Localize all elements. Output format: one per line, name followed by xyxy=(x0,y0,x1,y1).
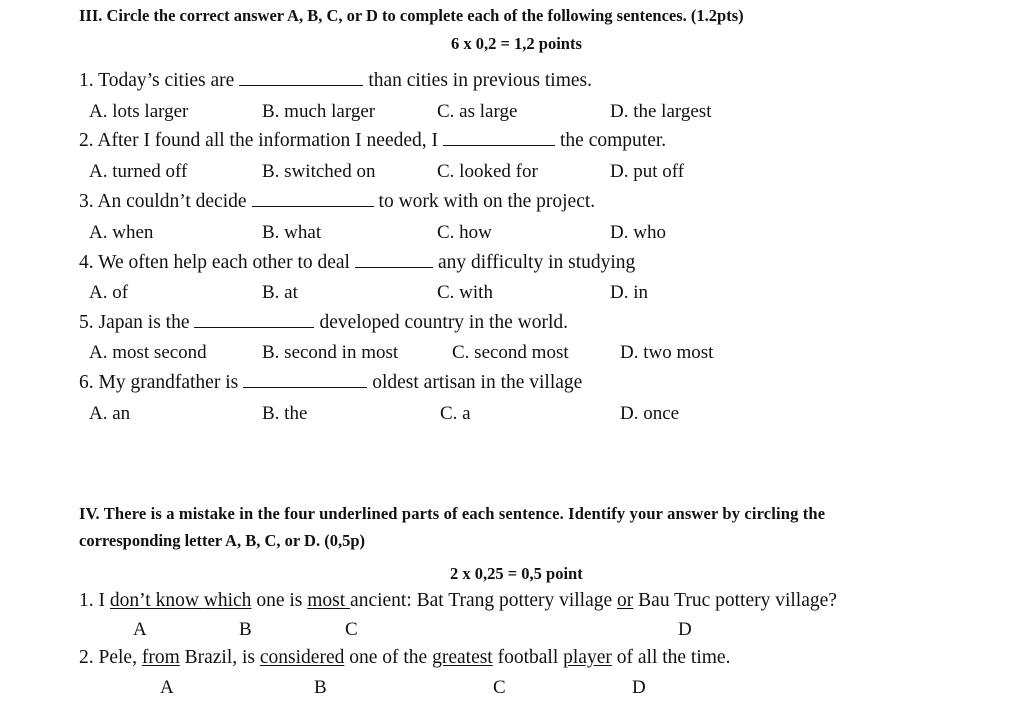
question-1-text-end: than cities in previous times. xyxy=(368,70,592,91)
question-6 xyxy=(79,372,582,394)
letter-2b[interactable]: B xyxy=(314,677,327,698)
answer-blank xyxy=(243,386,367,388)
letter-1b[interactable]: B xyxy=(239,619,252,640)
letter-2d[interactable]: D xyxy=(632,677,646,698)
letter-2a[interactable]: A xyxy=(160,677,174,698)
option-5c[interactable]: C. second most xyxy=(452,342,569,363)
option-1c[interactable]: C. as large xyxy=(437,101,518,122)
underlined-part-d: player xyxy=(563,647,612,668)
section-4-title-line-2: corresponding letter A, B, C, or D. (0,5p) xyxy=(79,531,365,550)
sentence-text: Bau Truc pottery village? xyxy=(633,590,837,611)
option-3b[interactable]: B. what xyxy=(262,222,322,243)
underlined-part-a: from xyxy=(141,647,180,668)
sentence-text: football xyxy=(492,647,564,668)
question-4-text: 4. We often help each other to deal xyxy=(79,252,350,273)
question-3-text: 3. An couldn’t decide xyxy=(79,191,247,212)
letter-2c[interactable]: C xyxy=(493,677,506,698)
section-3-points: 6 x 0,2 = 1,2 points xyxy=(451,34,582,53)
option-3d[interactable]: D. who xyxy=(610,222,666,243)
sentence-text: Brazil, is xyxy=(179,647,260,668)
question-5-text: 5. Japan is the xyxy=(79,312,190,333)
option-6d[interactable]: D. once xyxy=(620,403,680,424)
question-3 xyxy=(79,191,595,213)
error-question-2 xyxy=(79,647,730,669)
question-2-text: 2. After I found all the information I needed, I xyxy=(79,130,439,151)
option-1b[interactable]: B. much larger xyxy=(262,101,376,122)
section-4-points: 2 x 0,25 = 0,5 point xyxy=(450,564,583,583)
question-3-text-end: to work with on the project. xyxy=(378,191,596,212)
underlined-part-b: considered xyxy=(259,647,345,668)
sentence-text: of all the time. xyxy=(611,647,731,668)
answer-blank xyxy=(252,205,374,207)
question-4 xyxy=(79,252,635,274)
section-4-title-line-1: IV. There is a mistake in the four underlined parts of each sentence. Identify your answer by circling the xyxy=(79,504,826,523)
sentence-text: ancient: Bat Trang pottery village xyxy=(350,590,618,611)
letter-1c[interactable]: C xyxy=(345,619,358,640)
underlined-part-c: greatest xyxy=(432,647,493,668)
question-6-text: 6. My grandfather is xyxy=(79,372,239,393)
letter-1a[interactable]: A xyxy=(133,619,147,640)
error-question-1 xyxy=(79,590,837,612)
part-a-text: don’t xyxy=(109,590,156,611)
letter-1d[interactable]: D xyxy=(678,619,692,640)
option-4c[interactable]: C. with xyxy=(437,282,493,303)
sentence-text: one of the xyxy=(344,647,433,668)
underlined-part-b: which xyxy=(203,590,252,611)
question-1 xyxy=(79,70,592,92)
option-3c[interactable]: C. how xyxy=(437,222,492,243)
option-6c[interactable]: C. a xyxy=(440,403,471,424)
option-5a[interactable]: A. most second xyxy=(89,342,207,363)
option-4d[interactable]: D. in xyxy=(610,282,648,303)
question-1-text: 1. Today’s cities are xyxy=(79,70,235,91)
underlined-part-c: most xyxy=(307,590,351,611)
question-5-text-end: developed country in the world. xyxy=(319,312,569,333)
part-a-text-cont: know xyxy=(155,590,204,611)
option-5d[interactable]: D. two most xyxy=(620,342,714,363)
underlined-part-d: or xyxy=(617,590,634,611)
option-6a[interactable]: A. an xyxy=(89,403,131,424)
answer-blank xyxy=(239,84,363,86)
question-5 xyxy=(79,312,568,334)
option-1d[interactable]: D. the largest xyxy=(610,101,712,122)
underlined-part-a xyxy=(110,590,204,611)
option-2d[interactable]: D. put off xyxy=(610,161,685,182)
option-6b[interactable]: B. the xyxy=(262,403,308,424)
sentence-text: one is xyxy=(251,590,308,611)
question-6-text-end: oldest artisan in the village xyxy=(372,372,583,393)
option-3a[interactable]: A. when xyxy=(89,222,154,243)
option-5b[interactable]: B. second in most xyxy=(262,342,399,363)
answer-blank xyxy=(194,326,314,328)
question-2-text-end: the computer. xyxy=(560,130,667,151)
answer-blank xyxy=(355,266,433,268)
option-2b[interactable]: B. switched on xyxy=(262,161,376,182)
option-4a[interactable]: A. of xyxy=(89,282,129,303)
option-2c[interactable]: C. looked for xyxy=(437,161,538,182)
option-1a[interactable]: A. lots larger xyxy=(89,101,189,122)
question-4-text-end: any difficulty in studying xyxy=(437,252,636,273)
sentence-text: 1. I xyxy=(79,590,110,611)
option-2a[interactable]: A. turned off xyxy=(89,161,188,182)
option-4b[interactable]: B. at xyxy=(262,282,298,303)
section-3-title: III. Circle the correct answer A, B, C, or D to complete each of the following sentences. (1.2pts) xyxy=(79,6,744,25)
question-2 xyxy=(79,130,666,152)
answer-blank xyxy=(443,144,555,146)
sentence-text: 2. Pele, xyxy=(79,647,142,668)
